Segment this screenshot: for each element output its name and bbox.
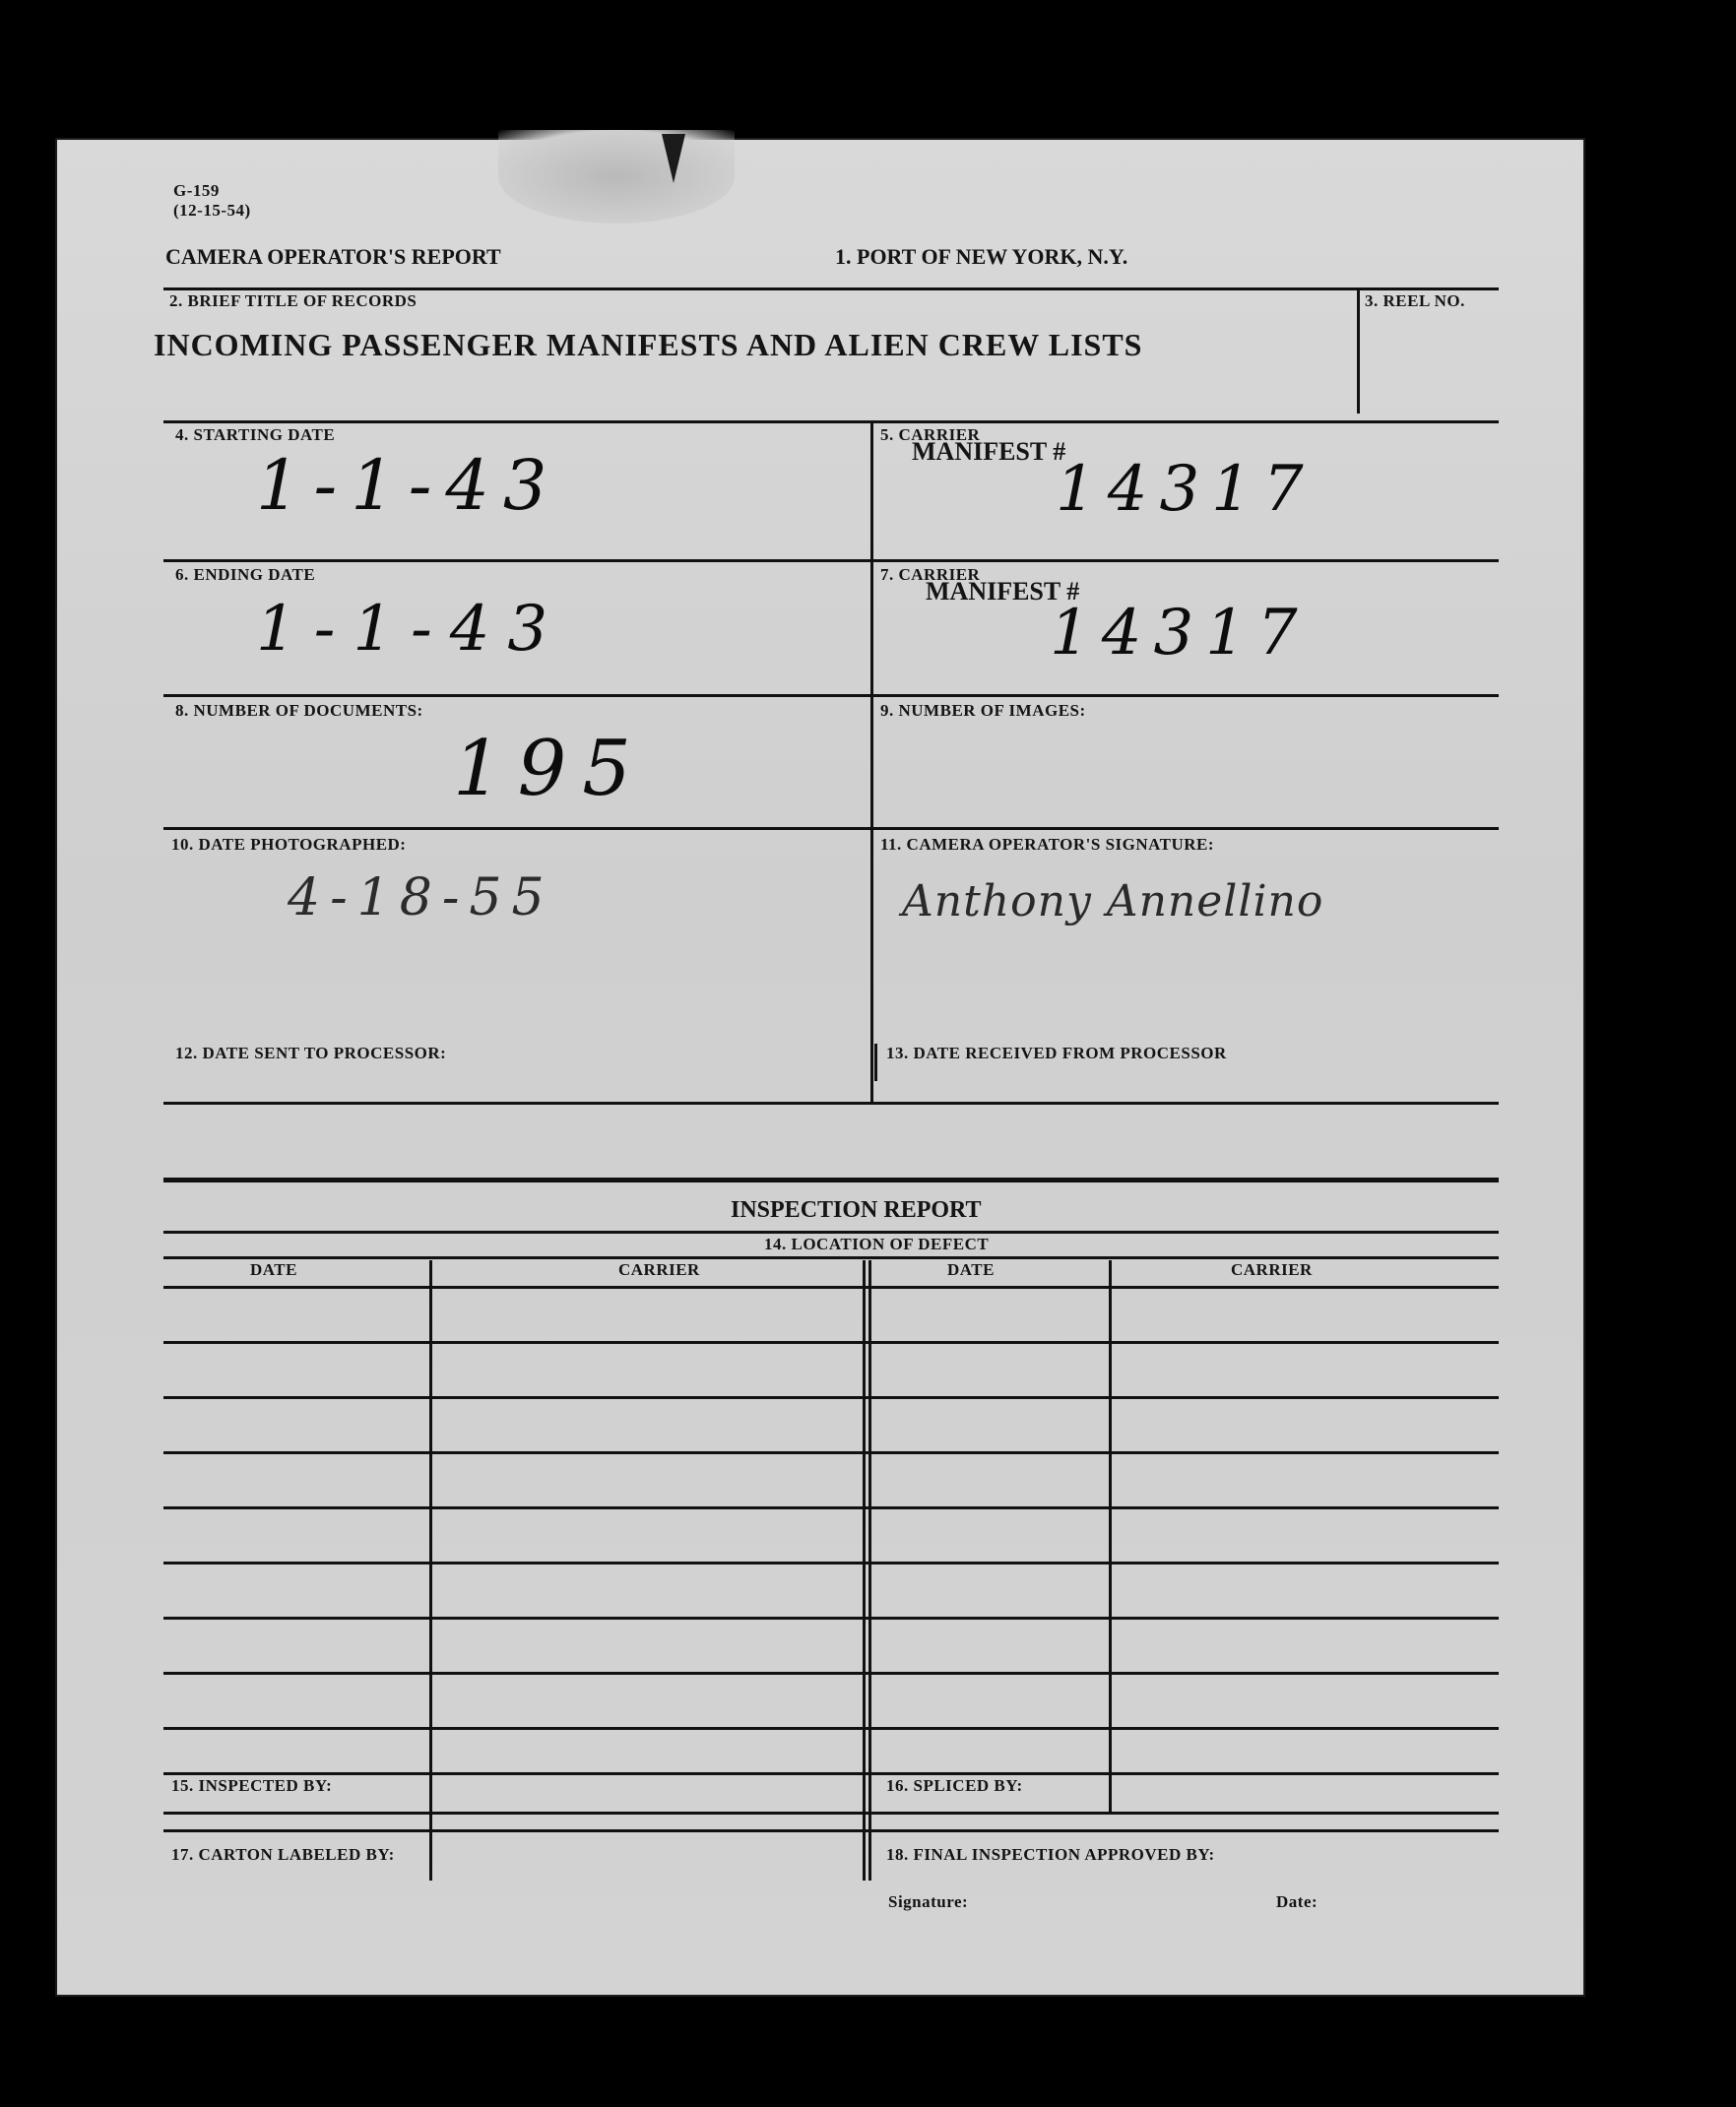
column-header-carrier: CARRIER: [618, 1260, 700, 1279]
table-row: [163, 1812, 1499, 1815]
signature-value: Anthony Annellino: [902, 876, 1324, 926]
spliced-by-label: 16. SPLICED BY:: [886, 1776, 1023, 1795]
brief-title-label: 2. BRIEF TITLE OF RECORDS: [169, 291, 418, 310]
column-header-carrier: CARRIER: [1231, 1260, 1313, 1279]
reel-no-label: 3. REEL NO.: [1365, 291, 1465, 310]
date-received-label: 13. DATE RECEIVED FROM PROCESSOR: [886, 1044, 1227, 1062]
table-row: [163, 1341, 1499, 1344]
rule: [163, 287, 1499, 290]
rule: [870, 420, 873, 1105]
inspected-by-label: 15. INSPECTED BY:: [171, 1776, 333, 1795]
form-sheet: [55, 138, 1585, 1997]
date-photographed-label: 10. DATE PHOTOGRAPHED:: [171, 835, 407, 854]
num-documents-label: 8. NUMBER OF DOCUMENTS:: [175, 701, 423, 720]
signature-line-label: Signature:: [888, 1892, 969, 1911]
carrier-end-label: 7. CARRIER: [880, 565, 981, 584]
paper-stain: [498, 130, 735, 223]
form-title: CAMERA OPERATOR'S REPORT: [165, 244, 501, 269]
table-row: [163, 1772, 1499, 1775]
rule: [163, 1829, 1499, 1832]
rule: [163, 827, 1499, 830]
rule: [163, 420, 1499, 423]
paper-tab-mark: [662, 134, 685, 183]
rule: [163, 1102, 1499, 1105]
table-row: [163, 1396, 1499, 1399]
carrier-end-value: 14317: [1050, 597, 1310, 670]
location-defect-label: 14. LOCATION OF DEFECT: [764, 1235, 990, 1253]
num-documents-value: 195: [453, 725, 647, 813]
table-row: [163, 1451, 1499, 1454]
form-number: G-159: [173, 181, 220, 200]
rule: [863, 1260, 866, 1881]
num-images-label: 9. NUMBER OF IMAGES:: [880, 701, 1086, 720]
rule: [1357, 287, 1360, 414]
date-line-label: Date:: [1276, 1892, 1318, 1911]
rule: [163, 1178, 1499, 1182]
table-row: [163, 1562, 1499, 1564]
port-field: 1. PORT OF NEW YORK, N.Y.: [835, 244, 1128, 269]
ending-date-value: 1-1-43: [256, 593, 566, 666]
rule: [163, 694, 1499, 697]
table-row: [163, 1672, 1499, 1675]
date-sent-label: 12. DATE SENT TO PROCESSOR:: [175, 1044, 447, 1062]
date-photographed-value: 4-18-55: [288, 868, 554, 927]
final-inspection-label: 18. FINAL INSPECTION APPROVED BY:: [886, 1845, 1215, 1864]
inspection-heading: INSPECTION REPORT: [731, 1197, 982, 1223]
table-row: [163, 1506, 1499, 1509]
carton-labeled-label: 17. CARTON LABELED BY:: [171, 1845, 395, 1864]
ending-date-label: 6. ENDING DATE: [175, 565, 316, 584]
rule: [874, 1044, 877, 1081]
column-header-date: DATE: [250, 1260, 297, 1279]
rule: [868, 1260, 871, 1881]
revision-date: (12-15-54): [173, 201, 251, 220]
carrier-start-value: 14317: [1056, 453, 1316, 526]
table-row: [163, 1617, 1499, 1620]
rule: [429, 1260, 432, 1881]
carrier-end-typed: MANIFEST #: [926, 577, 1080, 606]
brief-title-value: INCOMING PASSENGER MANIFESTS AND ALIEN CREW LISTS: [154, 327, 1143, 362]
table-row: [163, 1286, 1499, 1289]
carrier-start-label: 5. CARRIER: [880, 425, 981, 444]
rule: [163, 559, 1499, 562]
rule: [163, 1256, 1499, 1259]
starting-date-value: 1-1-43: [256, 445, 561, 526]
starting-date-label: 4. STARTING DATE: [175, 425, 336, 444]
carrier-start-typed: MANIFEST #: [912, 437, 1066, 466]
signature-label: 11. CAMERA OPERATOR'S SIGNATURE:: [880, 835, 1215, 854]
column-header-date: DATE: [947, 1260, 995, 1279]
table-row: [163, 1727, 1499, 1730]
rule: [163, 1231, 1499, 1234]
